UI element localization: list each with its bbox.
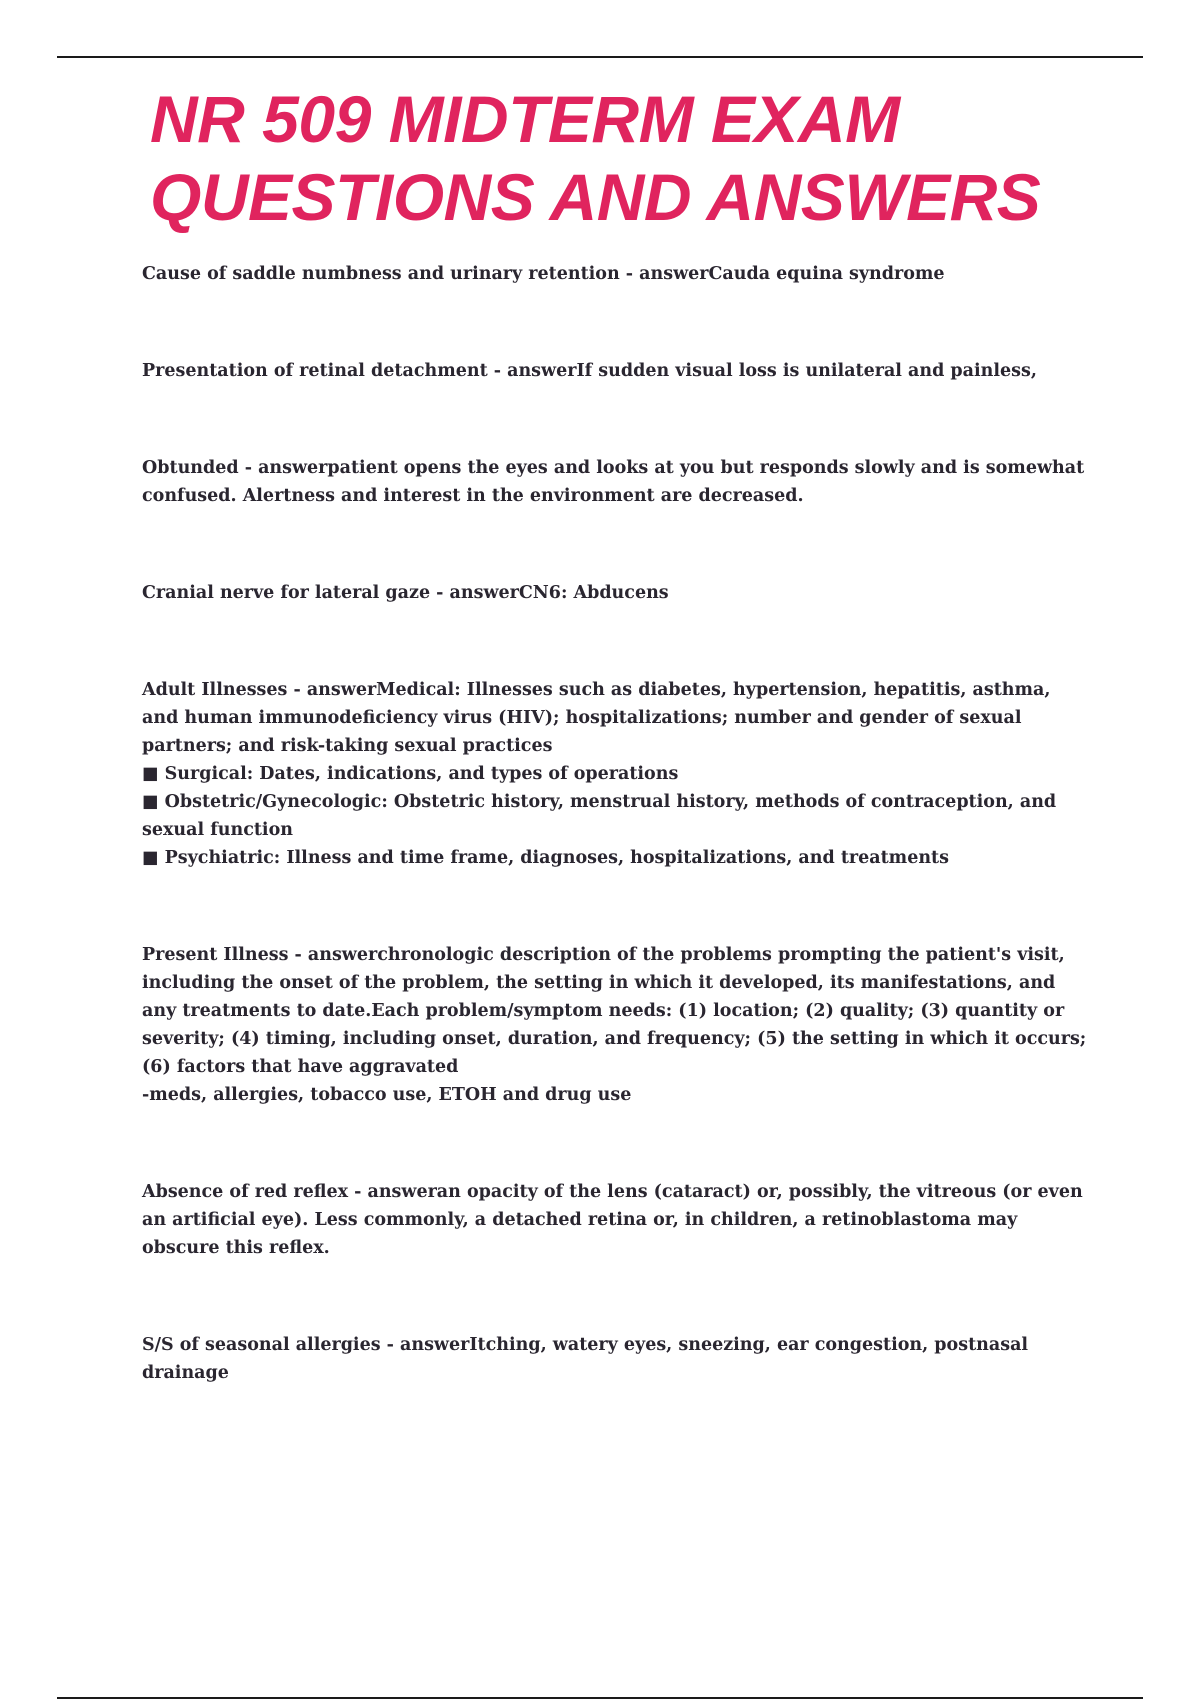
qa-bullet: ■ Obstetric/Gynecologic: Obstetric history, menstrual history, methods of contraception, and sexual function <box>142 792 1057 840</box>
qa-entry <box>142 676 1092 872</box>
qa-bullet: ■ Psychiatric: Illness and time frame, diagnoses, hospitalizations, and treatments <box>142 848 949 868</box>
qa-text: Presentation of retinal detachment - answerIf sudden visual loss is unilateral and painless, <box>142 361 1037 381</box>
qa-text: Absence of red reflex - answeran opacity of the lens (cataract) or, possibly, the vitreous (or even an artificial eye). Less commonly, a detached retina or, in children, a retinoblastoma may obscure this reflex. <box>142 1182 1083 1258</box>
bottom-rule <box>57 1697 1143 1699</box>
document-title: NR 509 MIDTERM EXAM QUESTIONS AND ANSWERS <box>150 82 1041 234</box>
qa-text: Cranial nerve for lateral gaze - answerCN6: Abducens <box>142 583 669 603</box>
qa-text: Adult Illnesses - answerMedical: Illnesses such as diabetes, hypertension, hepatitis, asthma, and human immunodeficiency virus (HIV); hospitalizations; number and gender of sexual partners; and risk-taking sexual practices <box>142 680 1051 756</box>
qa-text: S/S of seasonal allergies - answerItching, watery eyes, sneezing, ear congestion, postnasal drainage <box>142 1335 1029 1383</box>
top-rule <box>57 56 1143 58</box>
qa-entry <box>142 579 1092 607</box>
qa-text: Obtunded - answerpatient opens the eyes and looks at you but responds slowly and is somewhat confused. Alertness and interest in the environment are decreased. <box>142 458 1085 506</box>
qa-entry <box>142 941 1092 1109</box>
document-content <box>142 80 1092 1387</box>
qa-bullet: ■ Surgical: Dates, indications, and types of operations <box>142 764 679 784</box>
qa-entry <box>142 357 1092 385</box>
qa-entry <box>142 454 1092 510</box>
qa-entry <box>142 260 1092 288</box>
qa-entry <box>142 1178 1092 1262</box>
qa-entry <box>142 1331 1092 1387</box>
qa-list <box>142 260 1092 1387</box>
qa-text: Present Illness - answerchronologic description of the problems prompting the patient's visit, including the onset of the problem, the setting in which it developed, its manifestations, and any treatments to date.Each problem/symptom needs: (1) location; (2) quality; (3) quantity or severity; (4) timing, including onset, duration, and frequency; (5) the setting in which it occurs; (6) factors that have aggravated <box>142 945 1087 1077</box>
qa-note: -meds, allergies, tobacco use, ETOH and drug use <box>142 1085 632 1105</box>
qa-text: Cause of saddle numbness and urinary retention - answerCauda equina syndrome <box>142 264 945 284</box>
